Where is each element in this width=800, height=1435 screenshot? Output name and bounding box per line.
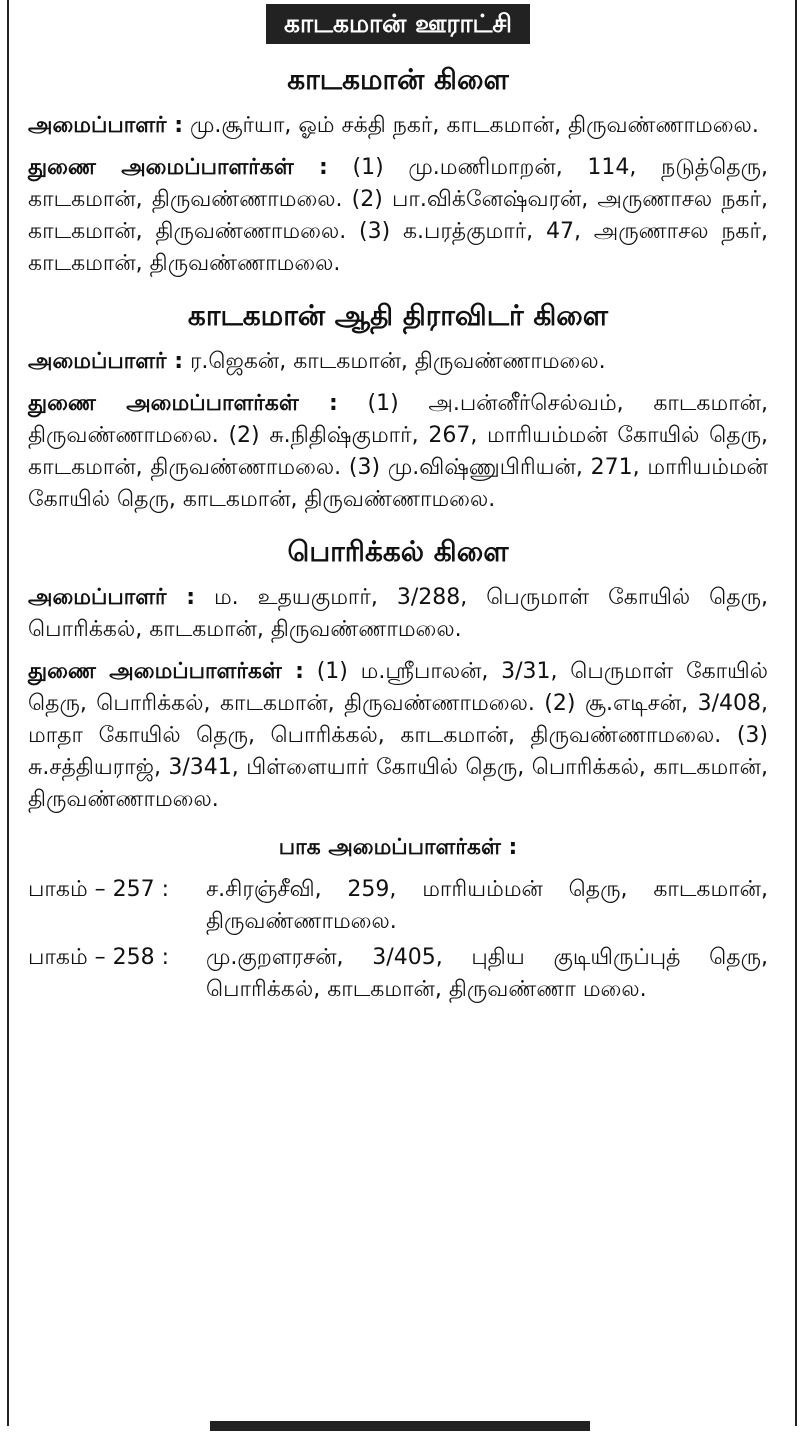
organizer-label: அமைப்பாளர் : (28, 349, 184, 374)
banner-container (28, 0, 768, 44)
right-border-rule (795, 0, 797, 1426)
deputies-paragraph (28, 388, 768, 516)
part-text: ச.சிரஞ்சீவி, 259, மாரியம்மன் தெரு, காடகமான், திருவண்ணாமலை. (206, 877, 768, 934)
organizer-paragraph (28, 110, 768, 142)
part-row (28, 942, 768, 1006)
part-label: பாகம் – 258 : (28, 945, 170, 970)
bottom-rule (0, 1416, 800, 1426)
deputies-paragraph (28, 152, 768, 280)
deputies-label: துணை அமைப்பாளர்கள் : (28, 155, 328, 180)
section-title: பொரிக்கல் கிளை (287, 535, 509, 568)
organizer-text: ர.ஜெகன், காடகமான், திருவண்ணாமலை. (183, 349, 606, 374)
section-porikkal-branch (28, 534, 768, 816)
organizer-label: அமைப்பாளர் : (28, 113, 184, 138)
section-adi-dravidar-branch (28, 298, 768, 516)
deputies-paragraph (28, 656, 768, 816)
organizer-text: மு.சூர்யா, ஓம் சக்தி நகர், காடகமான், திருவண்ணாமலை. (183, 113, 759, 138)
deputies-text: (1) ம.ஸ்ரீபாலன், 3/31, பெருமாள் கோயில் தெரு, பொரிக்கல், காடகமான், திருவண்ணாமலை. (2) சூ.எடிசன், 3/408, மாதா கோயில் தெரு, பொரிக்கல், காடகமான், திருவண்ணாமலை. (3) சு.சத்தியராஜ், 3/341, பிள்ளையார் கோயில் தெரு, பொரிக்கல், காடகமான், திருவண்ணாமலை. (28, 659, 768, 812)
deputies-text: (1) அ.பன்னீர்செல்வம், காடகமான், திருவண்ணாமலை. (2) சு.நிதிஷ்குமார், 267, மாரியம்மன் கோயில் தெரு, காடகமான், திருவண்ணாமலை. (3) மு.விஷ்ணுபிரியன், 271, மாரியம்மன் கோயில் தெரு, காடகமான், திருவண்ணாமலை. (28, 391, 769, 512)
section-kadagaman-branch (28, 62, 768, 280)
part-organizers-section (28, 830, 768, 1006)
part-text: மு.குறளரசன், 3/405, புதிய குடியிருப்புத் தெரு, பொரிக்கல், காடகமான், திருவண்ணா மலை. (206, 945, 768, 1002)
banner-title: காடகமான் ஊராட்சி (266, 4, 530, 44)
part-label: பாகம் – 257 : (28, 877, 170, 902)
deputies-label: துணை அமைப்பாளர்கள் : (28, 391, 338, 416)
section-title: காடகமான் ஆதி திராவிடர் கிளை (187, 299, 609, 332)
deputies-text: (1) மு.மணிமாறன், 114, நடுத்தெரு, காடகமான், திருவண்ணாமலை. (2) பா.விக்னேஷ்வரன், அருணாசல நகர், காடகமான், திருவண்ணாமலை. (3) க.பரத்குமார், 47, அருணாசல நகர், காடகமான், திருவண்ணாமலை. (28, 155, 768, 276)
section-title: காடகமான் கிளை (287, 63, 509, 96)
organizer-paragraph (28, 346, 768, 378)
organizer-label: அமைப்பாளர் : (28, 585, 195, 610)
part-organizers-heading: பாக அமைப்பாளர்கள் : (278, 835, 518, 860)
left-border-rule (7, 0, 9, 1426)
organizer-text: ம. உதயகுமார், 3/288, பெருமாள் கோயில் தெரு, பொரிக்கல், காடகமான், திருவண்ணாமலை. (28, 585, 768, 642)
deputies-label: துணை அமைப்பாளர்கள் : (28, 659, 304, 684)
part-row (28, 874, 768, 938)
organizer-paragraph (28, 582, 768, 646)
